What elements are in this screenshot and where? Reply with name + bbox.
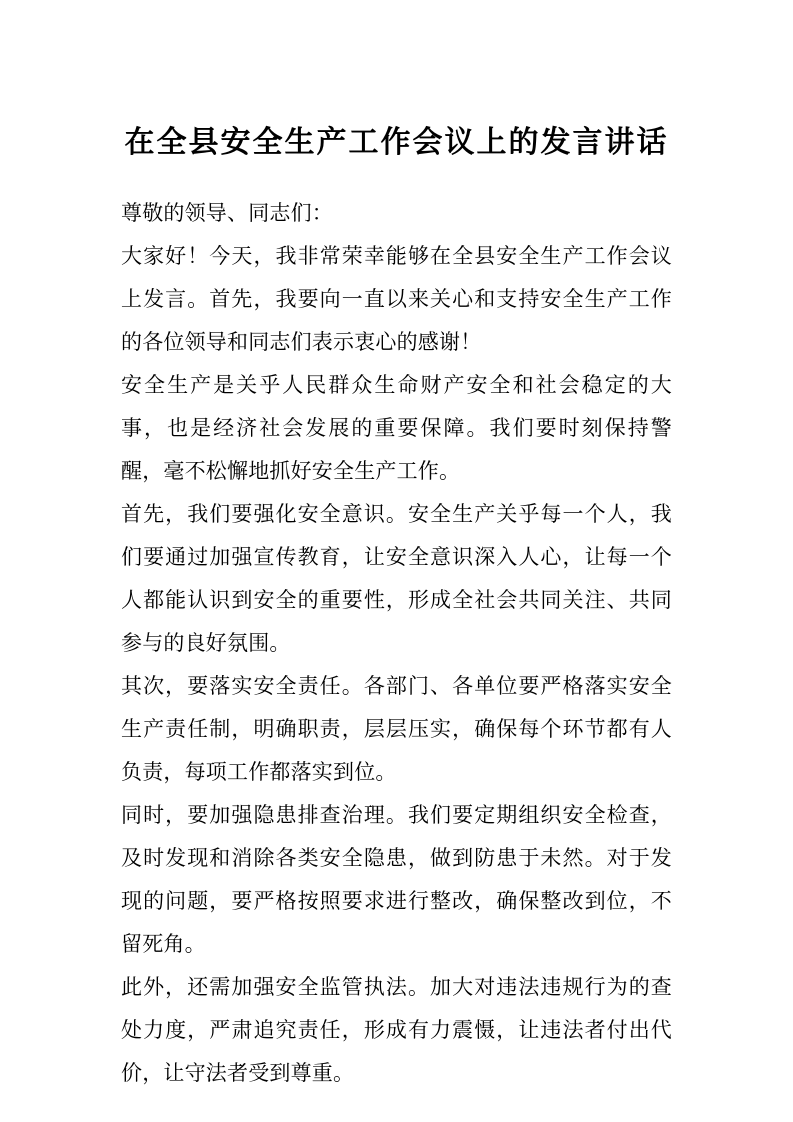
document-body — [121, 192, 672, 1095]
paragraph: 大家好！今天，我非常荣幸能够在全县安全生产工作会议上发言。首先，我要向一直以来关心和支持安全生产工作的各位领导和同志们表示衷心的感谢！ — [121, 244, 672, 354]
paragraph: 安全生产是关乎人民群众生命财产安全和社会稳定的大事，也是经济社会发展的重要保障。我们要时刻保持警醒，毫不松懈地抓好安全生产工作。 — [121, 373, 672, 483]
document-title: 在全县安全生产工作会议上的发言讲话 — [124, 126, 669, 159]
paragraph: 首先，我们要强化安全意识。安全生产关乎每一个人，我们要通过加强宣传教育，让安全意识深入人心，让每一个人都能认识到安全的重要性，形成全社会共同关注、共同参与的良好氛围。 — [121, 502, 672, 655]
paragraph: 此外，还需加强安全监管执法。加大对违法违规行为的查处力度，严肃追究责任，形成有力震慑，让违法者付出代价，让守法者受到尊重。 — [121, 975, 672, 1085]
paragraph-salutation: 尊敬的领导、同志们： — [121, 201, 333, 225]
paragraph: 同时，要加强隐患排查治理。我们要定期组织安全检查，及时发现和消除各类安全隐患，做到防患于未然。对于发现的问题，要严格按照要求进行整改，确保整改到位，不留死角。 — [121, 803, 672, 956]
paragraph: 其次，要落实安全责任。各部门、各单位要严格落实安全生产责任制，明确职责，层层压实，确保每个环节都有人负责，每项工作都落实到位。 — [121, 674, 672, 784]
